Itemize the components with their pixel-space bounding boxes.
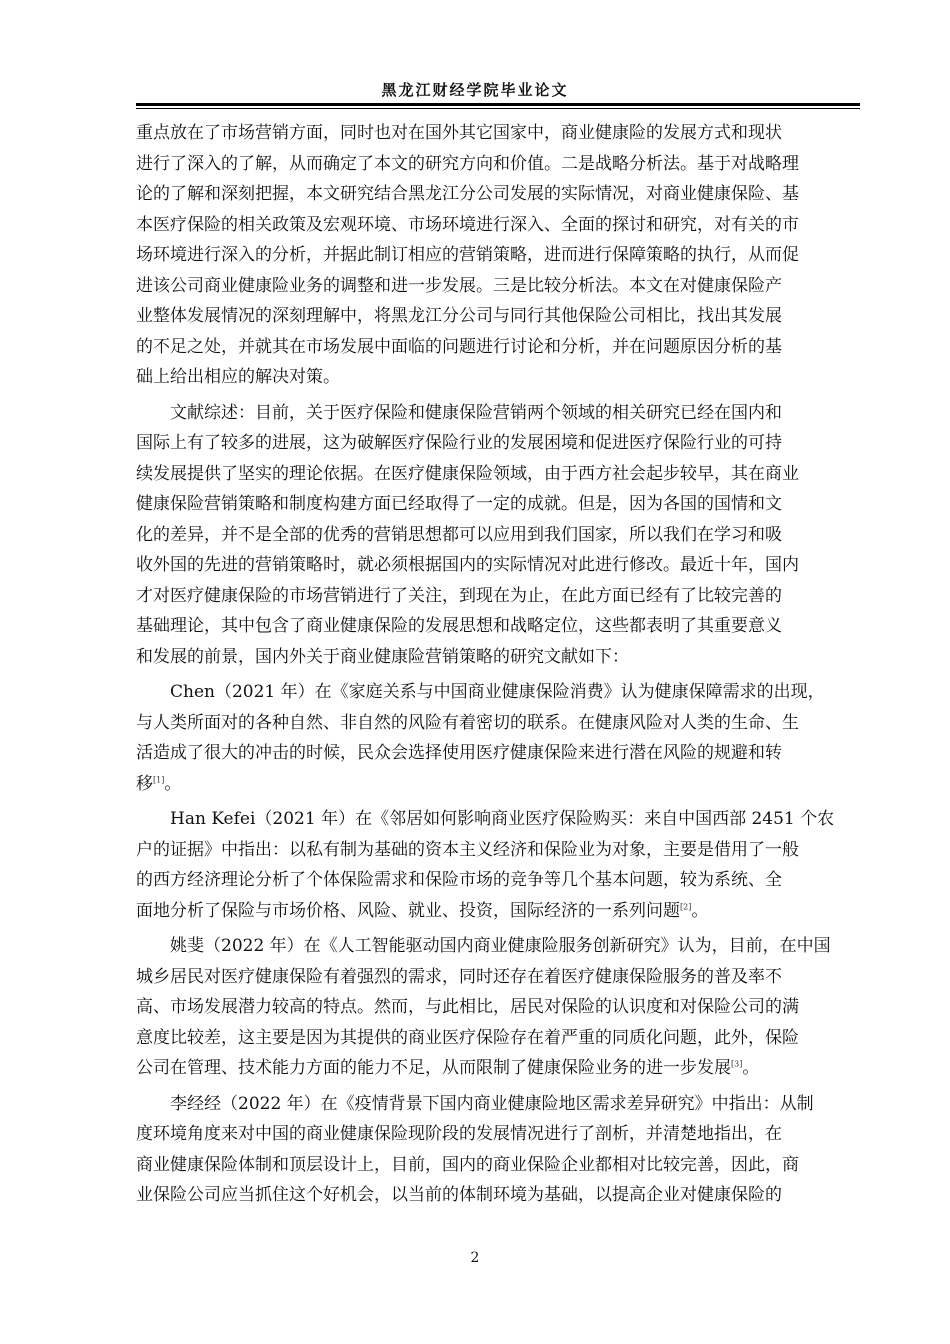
text-line: 基础理论，其中包含了商业健康保险的发展思想和战略定位，这些都表明了其重要意义 xyxy=(136,616,782,636)
text-line: 度环境角度来对中国的商业健康保险现阶段的发展情况进行了剖析，并清楚地指出，在 xyxy=(136,1124,782,1144)
text-fragment: 公司在管理、技术能力方面的能力不足，从而限制了健康保险业务的进一步发展 xyxy=(136,1058,731,1078)
text-line: Chen（2021 年）在《家庭关系与中国商业健康保险消费》认为健康保障需求的出现， xyxy=(136,682,825,702)
text-line: 和发展的前景，国内外关于商业健康险营销策略的研究文献如下： xyxy=(136,646,629,667)
text-line: 的不足之处，并就其在市场发展中面临的问题进行讨论和分析，并在问题原因分析的基 xyxy=(136,336,782,357)
paragraph-literature-review xyxy=(136,398,860,673)
text-line: 活造成了很大的冲击的时候，民众会选择使用医疗健康保险来进行潜在风险的规避和转 xyxy=(136,743,782,763)
text-line: 意度比较差，这主要是因为其提供的商业医疗保险存在着严重的同质化问题，此外，保险 xyxy=(136,1027,799,1048)
text-fragment: 。 xyxy=(742,1058,760,1078)
text-line: 业保险公司应当抓住这个好机会，以当前的体制环境为基础，以提高企业对健康保险的 xyxy=(136,1185,782,1205)
text-line: 户的证据》中指出：以私有制为基础的资本主义经济和保险业为对象，主要是借用了一般 xyxy=(136,839,799,860)
text-line: 续发展提供了坚实的理论依据。在医疗健康保险领域，由于西方社会起步较早，其在商业 xyxy=(136,463,799,484)
paragraph-li-jingjing xyxy=(136,1089,860,1211)
text-line: 与人类所面对的各种自然、非自然的风险有着密切的联系。在健康风险对人类的生命、生 xyxy=(136,712,799,733)
text-line: 论的了解和深刻把握，本文研究结合黑龙江分公司发展的实际情况，对商业健康保险、基 xyxy=(136,184,799,204)
text-line: 础上给出相应的解决对策。 xyxy=(136,367,340,387)
text-line: 国际上有了较多的进展，这为破解医疗保险行业的发展困境和促进医疗保险行业的可持 xyxy=(136,433,782,453)
paragraph-methods xyxy=(136,118,860,393)
citation-ref[interactable]: [3] xyxy=(731,1059,743,1069)
text-line: 进行了深入的了解，从而确定了本文的研究方向和价值。二是战略分析法。基于对战略理 xyxy=(136,153,799,174)
text-line-last xyxy=(136,896,860,927)
paragraph-han-kefei xyxy=(136,804,860,926)
text-line: 重点放在了市场营销方面，同时也对在国外其它国家中，商业健康险的发展方式和现状 xyxy=(136,123,782,143)
text-line: 商业健康保险体制和顶层设计上，目前，国内的商业保险企业都相对比较完善，因此，商 xyxy=(136,1154,799,1175)
paragraph-yao-fei xyxy=(136,931,860,1084)
text-line-last xyxy=(136,769,860,800)
document-body xyxy=(136,118,860,1211)
text-fragment: 。 xyxy=(164,773,182,794)
header-rule-thin xyxy=(136,108,860,109)
text-line: 姚斐（2022 年）在《人工智能驱动国内商业健康险服务创新研究》认为，目前，在中国 xyxy=(136,936,831,956)
text-line: 收外国的先进的营销策略时，就必须根据国内的实际情况对此进行修改。最近十年，国内 xyxy=(136,555,799,575)
text-line: 化的差异，并不是全部的优秀的营销思想都可以应用到我们国家，所以我们在学习和吸 xyxy=(136,524,782,545)
page-number: 2 xyxy=(470,1250,480,1266)
text-line: 李经经（2022 年）在《疫情背景下国内商业健康险地区需求差异研究》中指出：从制 xyxy=(136,1093,814,1114)
text-fragment: 面地分析了保险与市场价格、风险、就业、投资，国际经济的一系列问题 xyxy=(136,900,680,921)
header-rule-thick xyxy=(136,103,860,106)
text-fragment: 。 xyxy=(691,900,709,921)
text-line: 城乡居民对医疗健康保险有着强烈的需求，同时还存在着医疗健康保险服务的普及率不 xyxy=(136,966,782,987)
text-line: 才对医疗健康保险的市场营销进行了关注，到现在为止，在此方面已经有了比较完善的 xyxy=(136,585,782,606)
text-line: 文献综述：目前，关于医疗保险和健康保险营销两个领域的相关研究已经在国内和 xyxy=(136,402,782,423)
text-line: 业整体发展情况的深刻理解中，将黑龙江分公司与同行其他保险公司相比，找出其发展 xyxy=(136,306,782,326)
text-line: 健康保险营销策略和制度构建方面已经取得了一定的成就。但是，因为各国的国情和文 xyxy=(136,494,782,514)
text-line-last xyxy=(136,1053,860,1084)
paragraph-chen xyxy=(136,677,860,799)
text-line: 本医疗保险的相关政策及宏观环境、市场环境进行深入、全面的探讨和研究，对有关的市 xyxy=(136,214,799,235)
citation-ref[interactable]: [1] xyxy=(153,774,165,784)
text-line: 场环境进行深入的分析，并据此制订相应的营销策略，进而进行保障策略的执行，从而促 xyxy=(136,245,799,265)
text-line: Han Kefei（2021 年）在《邻居如何影响商业医疗保险购买：来自中国西部 2451 个农 xyxy=(136,809,835,829)
text-line: 进该公司商业健康险业务的调整和进一步发展。三是比较分析法。本文在对健康保险产 xyxy=(136,275,782,296)
text-fragment: 移 xyxy=(136,773,153,794)
text-line: 的西方经济理论分析了个体保险需求和保险市场的竞争等几个基本问题，较为系统、全 xyxy=(136,870,782,890)
header-title: 黑龙江财经学院毕业论文 xyxy=(381,81,569,99)
text-line: 高、市场发展潜力较高的特点。然而，与此相比，居民对保险的认识度和对保险公司的满 xyxy=(136,997,799,1017)
citation-ref[interactable]: [2] xyxy=(680,901,692,911)
